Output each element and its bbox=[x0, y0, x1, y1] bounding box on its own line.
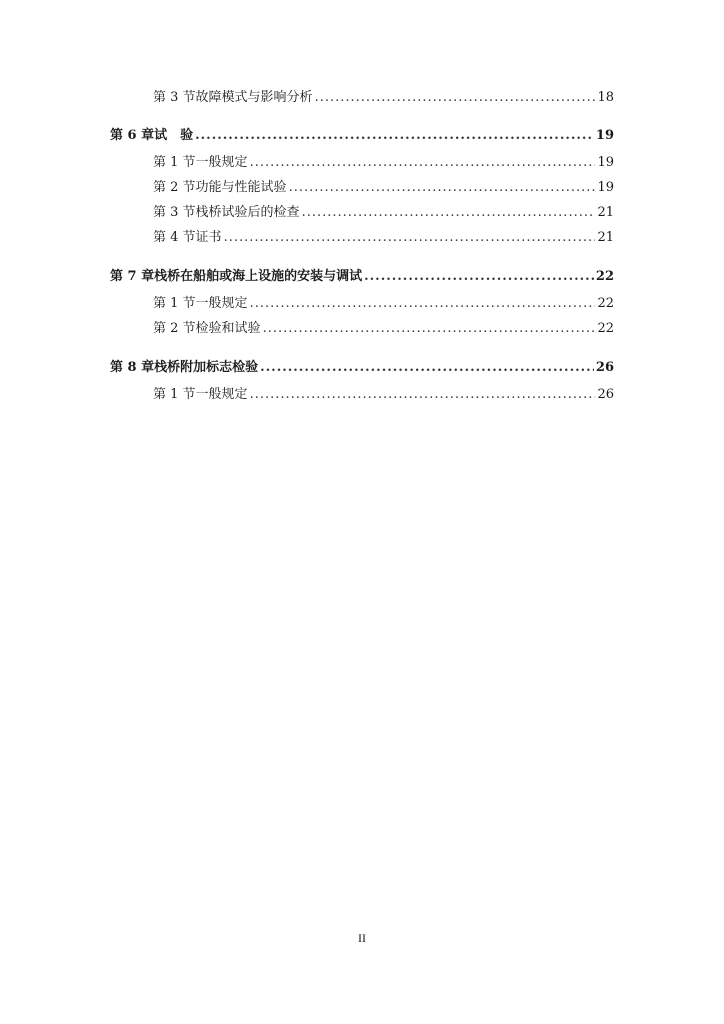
toc-entry[interactable] bbox=[153, 205, 614, 221]
toc-entry[interactable] bbox=[153, 387, 614, 403]
entry-title: 一般规定 bbox=[195, 155, 248, 170]
entry-title: 功能与性能试验 bbox=[195, 180, 287, 195]
entry-title: 一般规定 bbox=[195, 296, 248, 311]
entry-number: 第 1 节 bbox=[153, 387, 196, 402]
dot-leader bbox=[250, 296, 596, 312]
chapter-title: 试 验 bbox=[154, 128, 194, 143]
chapter-number: 第 6 章 bbox=[110, 128, 155, 143]
entry-page-number: 26 bbox=[597, 387, 614, 402]
dot-leader bbox=[289, 180, 596, 196]
entry-page-number: 21 bbox=[597, 230, 614, 245]
chapter-title: 栈桥附加标志检验 bbox=[154, 360, 259, 375]
chapter-page-number: 19 bbox=[595, 128, 614, 143]
dot-leader bbox=[302, 205, 596, 221]
page-footer-number: II bbox=[358, 931, 366, 945]
dot-leader bbox=[260, 360, 594, 376]
entry-number: 第 1 节 bbox=[153, 296, 196, 311]
dot-leader bbox=[263, 321, 596, 337]
chapter-number: 第 8 章 bbox=[110, 360, 155, 375]
toc-chapter-entry[interactable] bbox=[110, 360, 614, 376]
chapter-title: 栈桥在船舶或海上设施的安装与调试 bbox=[154, 269, 363, 284]
entry-page-number: 19 bbox=[597, 155, 614, 170]
toc-entry[interactable] bbox=[153, 180, 614, 196]
entry-title: 栈桥试验后的检查 bbox=[195, 205, 300, 220]
dot-leader bbox=[250, 155, 596, 171]
entry-page-number: 22 bbox=[597, 321, 614, 336]
dot-leader bbox=[315, 90, 596, 106]
entry-number: 第 2 节 bbox=[153, 321, 196, 336]
entry-number: 第 1 节 bbox=[153, 155, 196, 170]
toc-entry[interactable] bbox=[153, 230, 614, 246]
chapter-page-number: 22 bbox=[595, 269, 614, 284]
entry-number: 第 2 节 bbox=[153, 180, 196, 195]
entry-page-number: 21 bbox=[597, 205, 614, 220]
entry-title: 检验和试验 bbox=[195, 321, 261, 336]
entry-number: 第 4 节 bbox=[153, 230, 196, 245]
toc-chapter-entry[interactable] bbox=[110, 269, 614, 285]
toc-chapter-entry[interactable] bbox=[110, 128, 614, 144]
dot-leader bbox=[364, 269, 594, 285]
entry-title: 证书 bbox=[195, 230, 222, 245]
entry-number: 第 3 节 bbox=[153, 90, 196, 105]
toc-entry[interactable] bbox=[153, 296, 614, 312]
chapter-page-number: 26 bbox=[595, 360, 614, 375]
entry-title: 一般规定 bbox=[195, 387, 248, 402]
dot-leader bbox=[195, 128, 594, 144]
entry-page-number: 18 bbox=[597, 90, 614, 105]
toc-entry[interactable] bbox=[153, 155, 614, 171]
entry-page-number: 19 bbox=[597, 180, 614, 195]
dot-leader bbox=[250, 387, 596, 403]
toc-entry[interactable] bbox=[153, 321, 614, 337]
entry-page-number: 22 bbox=[597, 296, 614, 311]
toc-entry[interactable] bbox=[153, 90, 614, 106]
chapter-number: 第 7 章 bbox=[110, 269, 155, 284]
entry-title: 故障模式与影响分析 bbox=[195, 90, 313, 105]
dot-leader bbox=[224, 230, 596, 246]
entry-number: 第 3 节 bbox=[153, 205, 196, 220]
